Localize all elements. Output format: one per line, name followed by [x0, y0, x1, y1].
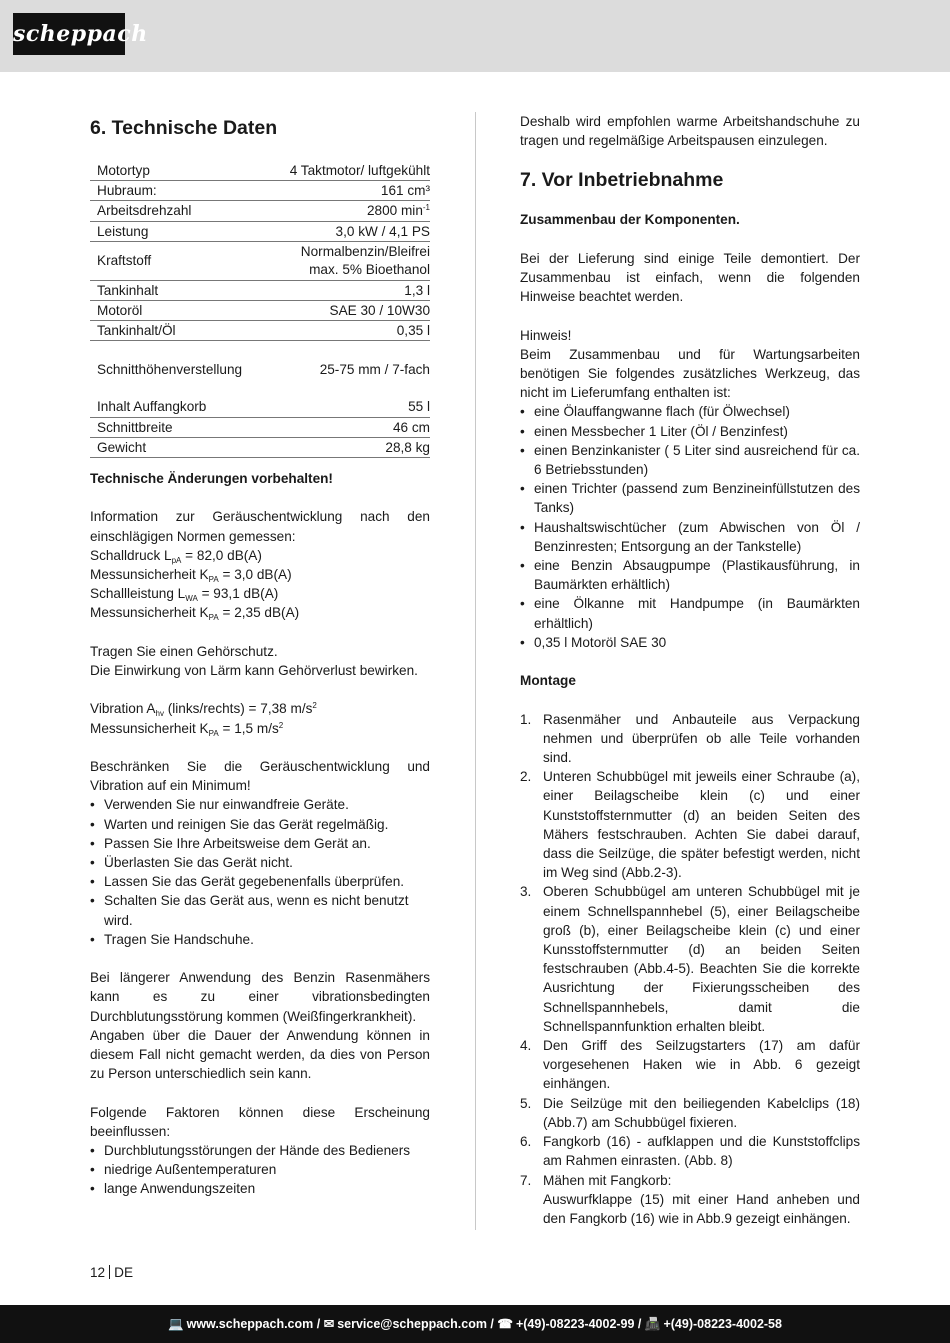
- gloves-paragraph: Deshalb wird empfohlen warme Arbeitshandschuhe zu tragen und regelmäßige Arbeitspausen einzulegen.: [520, 114, 860, 149]
- contact-footer: [0, 1305, 950, 1343]
- spec-label: Schnittbreite: [90, 417, 267, 437]
- list-item: • einen Messbecher 1 Liter (Öl / Benzinfest): [520, 422, 860, 441]
- spec-label: Kraftstoff: [90, 241, 267, 280]
- noise-line-4: Messunsicherheit $K_{PA} = 2,35$ dB(A): [90, 605, 300, 623]
- spec-label: Hubraum:: [90, 181, 267, 201]
- table-row: [90, 437, 430, 457]
- noise-line-3: Schallleistung $L_{WA} = 93,1$ dB(A): [90, 586, 279, 604]
- hint-title: Hinweis!: [520, 327, 572, 343]
- hearing-protection: Tragen Sie einen Gehörschutz.: [90, 643, 278, 659]
- list-item: • einen Benzinkanister ( 5 Liter sind ausreichend für ca. 6 Betriebsstunden): [520, 441, 860, 479]
- list-item: 5. Die Seilzüge mit den beiliegenden Kabelclips (18) (Abb.7) am Schubbügel fixieren.: [520, 1095, 860, 1130]
- page-number: 12 DE: [90, 1265, 134, 1280]
- spec-value: 2800 $\min^{-1}$: [267, 201, 430, 221]
- list-item: • Lassen Sie das Gerät gegebenenfalls überprüfen.: [90, 872, 430, 891]
- list-item: 2. Unteren Schubbügel mit jeweils einer Schraube (a), einer Beilagscheibe klein (c) und einer Kunststoffsternmutter (d) an beiden Seiten des Mähers festschrauben. Achten Sie dabei darauf, dass die Seilzüge, die später befestigt werden, nicht im Weg sind (Abb.2-3).: [520, 769, 860, 881]
- spec-value: 28,8 kg: [267, 437, 430, 457]
- list-item: 4. Den Griff des Seilzugstarters (17) am dafür vorgesehenen Haken wie in Abb. 6 gezeigt einhängen.: [520, 1038, 860, 1092]
- changes-note: Technische Änderungen vorbehalten!: [90, 471, 333, 487]
- spec-label: Tankinhalt/Öl: [90, 321, 267, 341]
- vibration-line-1: Vibration $A_{hv}$ (links/rechts) = 7,38 $m/s^2$: [90, 701, 317, 719]
- spec-label: Motortyp: [90, 161, 267, 181]
- table-row: [90, 321, 430, 341]
- table-row: [90, 397, 430, 417]
- montage-steps: [520, 710, 860, 1228]
- list-item: 1. Rasenmäher und Anbauteile aus Verpackung nehmen und überprüfen ob alle Teile vorhanden sind.: [520, 711, 860, 766]
- spec-value: 0,35 l: [267, 321, 430, 341]
- limit-list: [90, 795, 430, 949]
- footer-email[interactable]: service@scheppach.com /: [337, 1317, 494, 1331]
- list-item: • eine Benzin Absaugpumpe (Plastikausführung, in Baumärkten erhältlich): [520, 556, 860, 594]
- duration-paragraph: Angaben über die Dauer der Anwendung können in diesem Fall nicht gemacht werden, da dies von Person zu Person unterschiedlich sein kann.: [90, 1027, 430, 1082]
- spec-value: 55 l: [267, 397, 430, 417]
- spec-label: Inhalt Auffangkorb: [90, 397, 267, 417]
- montage-title: Montage: [520, 673, 576, 689]
- spec-label: Gewicht: [90, 437, 267, 457]
- spec-value: Normalbenzin/Bleifrei max. 5% Bioethanol: [267, 241, 430, 280]
- list-item: 3. Oberen Schubbügel am unteren Schubbügel mit je einem Schnellspannhebel (5), einer Beilagscheibe groß (b), einer Beilagscheibe klein (c) und einer Kunsstoffsternmutter (d) an beiden Seiten festschrauben (Abb.4-5). Beachten Sie die korrekte Ausrichtung der Fixierungsscheiben des Schnellspannhebels, damit die Schnellspannfunktion erhalten bleibt.: [520, 884, 860, 1034]
- list-item: • eine Ölauffangwanne flach (für Ölwechsel): [520, 402, 860, 421]
- spec-label: Motoröl: [90, 301, 267, 321]
- noise-intro: Information zur Geräuschentwicklung nach den einschlägigen Normen gemessen:: [90, 509, 430, 544]
- factors-intro: Folgende Faktoren können diese Erscheinung beeinflussen:: [90, 1104, 430, 1139]
- column-divider: [475, 112, 476, 1230]
- left-column: [90, 112, 430, 1199]
- list-item: • eine Ölkanne mit Handpumpe (in Baumärkten erhältlich): [520, 594, 860, 632]
- table-row: [90, 181, 430, 201]
- assembly-subheading: Zusammenbau der Komponenten.: [520, 212, 740, 228]
- vibration-line-2: Messunsicherheit $K_{PA} = 1,5$ $m/s^2$: [90, 720, 284, 738]
- spec-label: Schnitthöhenverstellung: [97, 361, 243, 377]
- hint-text: Beim Zusammenbau und für Wartungsarbeiten benötigen Sie folgendes zusätzliches Werkzeug, das nicht im Lieferumfang enthalten ist:: [520, 346, 860, 401]
- footer-fax: +(49)-08223-4002-58: [663, 1317, 782, 1331]
- section-heading-before-use: 7. Vor Inbetriebnahme: [520, 169, 724, 192]
- list-item: • Tragen Sie Handschuhe.: [90, 930, 430, 949]
- tools-list: [520, 402, 860, 652]
- spec-label: Arbeitsdrehzahl: [90, 201, 267, 221]
- table-row: [90, 280, 430, 300]
- fax-icon: 📠: [644, 1317, 661, 1331]
- right-column: [520, 112, 860, 1228]
- brand-logo: scheppach: [13, 13, 125, 55]
- spec-value: 3,0 kW / 4,1 PS: [267, 221, 430, 241]
- list-item: • Haushaltswischtücher (zum Abwischen von Öl / Benzinresten; Entsorgung an der Tankstelle): [520, 518, 860, 556]
- list-item: • Verwenden Sie nur einwandfreie Geräte.: [90, 795, 430, 814]
- list-item: • Durchblutungsstörungen der Hände des Bedieners: [90, 1141, 430, 1160]
- spec-value: 161 cm³: [267, 181, 430, 201]
- table-row: [90, 417, 430, 437]
- spec-label: Leistung: [90, 221, 267, 241]
- spec-value: SAE 30 / 10W30: [267, 301, 430, 321]
- spec-value: 4 Taktmotor/ luftgekühlt: [267, 161, 430, 181]
- spec-label: Tankinhalt: [90, 280, 267, 300]
- list-item: • einen Trichter (passend zum Benzineinfüllstutzen des Tanks): [520, 479, 860, 517]
- footer-phone: +(49)-08223-4002-99 /: [515, 1317, 642, 1331]
- mail-icon: ✉: [323, 1317, 335, 1331]
- spec-value: 46 cm: [267, 417, 430, 437]
- table-row: [90, 241, 430, 280]
- table-row: [90, 221, 430, 241]
- spec-table: [90, 161, 430, 458]
- noise-line-2: Messunsicherheit $K_{PA} = 3,0$ dB(A): [90, 567, 292, 585]
- table-row: [90, 341, 430, 398]
- list-item: 6. Fangkorb (16) - aufklappen und die Kunststoffclips am Rahmen einrasten. (Abb. 8): [520, 1134, 860, 1169]
- list-item: • Warten und reinigen Sie das Gerät regelmäßig.: [90, 815, 430, 834]
- table-row: [90, 201, 430, 221]
- table-row: [90, 161, 430, 181]
- list-item: • Passen Sie Ihre Arbeitsweise dem Gerät an.: [90, 834, 430, 853]
- delivery-paragraph: Bei der Lieferung sind einige Teile demontiert. Der Zusammenbau ist einfach, wenn die folgenden Hinweise beachtet werden.: [520, 250, 860, 305]
- list-item: 7. Mähen mit Fangkorb: Auswurfklappe (15) mit einer Hand anheben und den Fangkorb (16) wie in Abb.9 gezeigt einhängen.: [520, 1172, 860, 1226]
- noise-line-1: Schalldruck $L_{pA} = 82,0$ dB(A): [90, 547, 262, 565]
- long-use-paragraph: Bei längerer Anwendung des Benzin Rasenmähers kann es zu einer vibrationsbedingten Durchblutungsstörung kommen (Weißfingerkrankheit).: [90, 970, 430, 1024]
- section-heading-technical-data: 6. Technische Daten: [90, 117, 278, 139]
- spec-value: 25-75 mm / 7-fach: [319, 361, 430, 377]
- list-item: • 0,35 l Motoröl SAE 30: [520, 633, 860, 652]
- list-item: • Schalten Sie das Gerät aus, wenn es nicht benutzt wird.: [90, 891, 430, 929]
- factors-list: [90, 1141, 430, 1199]
- list-item: • lange Anwendungszeiten: [90, 1179, 430, 1198]
- table-row: [90, 301, 430, 321]
- monitor-icon: 💻: [168, 1317, 184, 1331]
- limit-intro: Beschränken Sie die Geräuschentwicklung und Vibration auf ein Minimum!: [90, 759, 430, 794]
- hearing-loss-warning: Die Einwirkung von Lärm kann Gehörverlust bewirken.: [90, 663, 418, 679]
- footer-website[interactable]: www.scheppach.com /: [186, 1317, 321, 1331]
- list-item: • niedrige Außentemperaturen: [90, 1160, 430, 1179]
- spec-value: 1,3 l: [267, 280, 430, 300]
- phone-icon: ☎: [497, 1317, 513, 1331]
- list-item: • Überlasten Sie das Gerät nicht.: [90, 853, 430, 872]
- header-bar: [0, 0, 950, 72]
